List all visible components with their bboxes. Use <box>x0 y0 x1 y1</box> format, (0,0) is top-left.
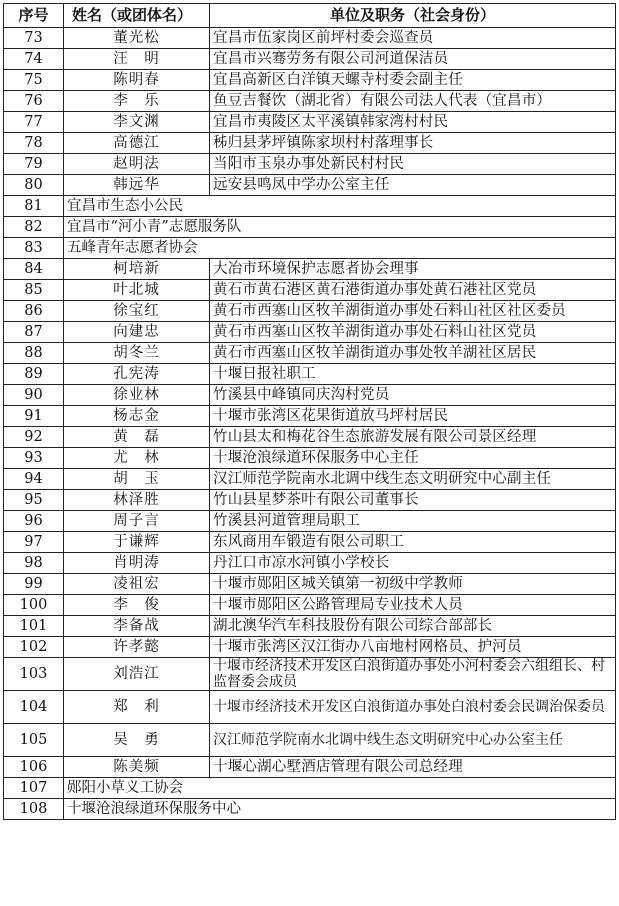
person-name: 李 乐 <box>64 91 210 112</box>
person-name: 汪 明 <box>64 49 210 70</box>
person-name: 向建忠 <box>64 322 210 343</box>
row-number: 100 <box>4 595 64 616</box>
row-number: 84 <box>4 259 64 280</box>
unit-and-position: 竹山县太和梅花谷生态旅游发展有限公司景区经理 <box>210 427 616 448</box>
table-row <box>4 616 616 637</box>
organization-name: 宜昌市“河小青”志愿服务队 <box>64 217 616 238</box>
person-name: 陈明春 <box>64 70 210 91</box>
row-number: 106 <box>4 757 64 778</box>
table-row <box>4 175 616 196</box>
table-row <box>4 574 616 595</box>
table-row <box>4 112 616 133</box>
person-name: 赵明法 <box>64 154 210 175</box>
table-row <box>4 757 616 778</box>
table-header-row <box>4 4 616 28</box>
unit-and-position: 远安县鸣凤中学办公室主任 <box>210 175 616 196</box>
unit-and-position: 十堰市张湾区汉江街办八亩地村网格员、护河员 <box>210 637 616 658</box>
table-row <box>4 658 616 691</box>
table-row <box>4 691 616 724</box>
person-name: 韩远华 <box>64 175 210 196</box>
table-row <box>4 91 616 112</box>
unit-and-position: 竹山县星梦茶叶有限公司董事长 <box>210 490 616 511</box>
table-row <box>4 343 616 364</box>
table-row <box>4 427 616 448</box>
table-row <box>4 724 616 757</box>
table-row <box>4 238 616 259</box>
row-number: 98 <box>4 553 64 574</box>
row-number: 103 <box>4 658 64 691</box>
table-row <box>4 217 616 238</box>
unit-and-position: 十堰市郧阳区公路管理局专业技术人员 <box>210 595 616 616</box>
unit-and-position: 东风商用车锻造有限公司职工 <box>210 532 616 553</box>
person-name: 刘浩江 <box>64 658 210 691</box>
row-number: 73 <box>4 28 64 49</box>
row-number: 96 <box>4 511 64 532</box>
row-number: 94 <box>4 469 64 490</box>
row-number: 85 <box>4 280 64 301</box>
row-number: 107 <box>4 778 64 799</box>
row-number: 87 <box>4 322 64 343</box>
unit-and-position: 十堰市郧阳区城关镇第一初级中学教师 <box>210 574 616 595</box>
table-row <box>4 490 616 511</box>
table-row <box>4 595 616 616</box>
person-name: 杨志金 <box>64 406 210 427</box>
header-num: 序号 <box>4 4 64 28</box>
person-name: 凌祖宏 <box>64 574 210 595</box>
table-row <box>4 322 616 343</box>
row-number: 86 <box>4 301 64 322</box>
row-number: 104 <box>4 691 64 724</box>
row-number: 74 <box>4 49 64 70</box>
person-name: 李备战 <box>64 616 210 637</box>
row-number: 75 <box>4 70 64 91</box>
organization-name: 五峰青年志愿者协会 <box>64 238 616 259</box>
organization-name: 郧阳小草义工协会 <box>64 778 616 799</box>
row-number: 77 <box>4 112 64 133</box>
person-name: 孔宪涛 <box>64 364 210 385</box>
organization-name: 十堰沧浪绿道环保服务中心 <box>64 799 616 820</box>
table-row <box>4 280 616 301</box>
row-number: 78 <box>4 133 64 154</box>
row-number: 76 <box>4 91 64 112</box>
person-name: 李 俊 <box>64 595 210 616</box>
unit-and-position: 宜昌市夷陵区太平溪镇韩家湾村村民 <box>210 112 616 133</box>
table-row <box>4 301 616 322</box>
person-name: 吴 勇 <box>64 724 210 757</box>
row-number: 90 <box>4 385 64 406</box>
table-row <box>4 532 616 553</box>
unit-and-position: 丹江口市凉水河镇小学校长 <box>210 553 616 574</box>
row-number: 91 <box>4 406 64 427</box>
table-row <box>4 364 616 385</box>
unit-and-position: 汉江师范学院南水北调中线生态文明研究中心办公室主任 <box>210 724 616 757</box>
table-row <box>4 469 616 490</box>
person-name: 陈美频 <box>64 757 210 778</box>
table-row <box>4 70 616 91</box>
row-number: 99 <box>4 574 64 595</box>
row-number: 97 <box>4 532 64 553</box>
unit-and-position: 湖北澳华汽车科技股份有限公司综合部部长 <box>210 616 616 637</box>
person-name: 于谦辉 <box>64 532 210 553</box>
unit-and-position: 十堰沧浪绿道环保服务中心主任 <box>210 448 616 469</box>
unit-and-position: 鱼豆吉餐饮（湖北省）有限公司法人代表（宜昌市） <box>210 91 616 112</box>
table-row <box>4 406 616 427</box>
person-name: 高德江 <box>64 133 210 154</box>
table-row <box>4 448 616 469</box>
row-number: 80 <box>4 175 64 196</box>
header-unit: 单位及职务（社会身份） <box>210 4 616 28</box>
person-name: 柯培新 <box>64 259 210 280</box>
table-row <box>4 799 616 820</box>
unit-and-position: 黄石市西塞山区牧羊湖街道办事处石料山社区党员 <box>210 322 616 343</box>
table-row <box>4 385 616 406</box>
person-name: 董光松 <box>64 28 210 49</box>
person-name: 肖明涛 <box>64 553 210 574</box>
table-row <box>4 259 616 280</box>
person-name: 林泽胜 <box>64 490 210 511</box>
table-row <box>4 778 616 799</box>
unit-and-position: 宜昌市兴骞劳务有限公司河道保洁员 <box>210 49 616 70</box>
unit-and-position: 汉江师范学院南水北调中线生态文明研究中心副主任 <box>210 469 616 490</box>
person-name: 徐宝红 <box>64 301 210 322</box>
person-name: 尤 林 <box>64 448 210 469</box>
person-name: 周子言 <box>64 511 210 532</box>
unit-and-position: 十堰市经济技术开发区白浪街道办事处白浪村委会民调治保委员 <box>210 691 616 724</box>
unit-and-position: 大冶市环境保护志愿者协会理事 <box>210 259 616 280</box>
person-name: 胡 玉 <box>64 469 210 490</box>
table-row <box>4 28 616 49</box>
honor-list-sheet <box>3 3 615 820</box>
unit-and-position: 竹溪县河道管理局职工 <box>210 511 616 532</box>
table-row <box>4 133 616 154</box>
row-number: 88 <box>4 343 64 364</box>
person-name: 郑 利 <box>64 691 210 724</box>
person-name: 徐业林 <box>64 385 210 406</box>
row-number: 93 <box>4 448 64 469</box>
unit-and-position: 竹溪县中峰镇同庆沟村党员 <box>210 385 616 406</box>
unit-and-position: 宜昌市伍家岗区前坪村委会巡查员 <box>210 28 616 49</box>
unit-and-position: 秭归县茅坪镇陈家坝村村落理事长 <box>210 133 616 154</box>
person-name: 胡冬兰 <box>64 343 210 364</box>
unit-and-position: 十堰市经济技术开发区白浪街道办事处小河村委会六组组长、村监督委会成员 <box>210 658 616 691</box>
unit-and-position: 宜昌高新区白洋镇天螺寺村委会副主任 <box>210 70 616 91</box>
row-number: 105 <box>4 724 64 757</box>
row-number: 82 <box>4 217 64 238</box>
unit-and-position: 黄石市西塞山区牧羊湖街道办事处石料山社区社区委员 <box>210 301 616 322</box>
table-row <box>4 511 616 532</box>
row-number: 83 <box>4 238 64 259</box>
header-name: 姓名（或团体名） <box>64 4 210 28</box>
unit-and-position: 黄石市黄石港区黄石港街道办事处黄石港社区党员 <box>210 280 616 301</box>
unit-and-position: 十堰心湖心墅酒店管理有限公司总经理 <box>210 757 616 778</box>
person-name: 李文渊 <box>64 112 210 133</box>
row-number: 79 <box>4 154 64 175</box>
honor-list-table <box>3 3 616 820</box>
organization-name: 宜昌市生态小公民 <box>64 196 616 217</box>
row-number: 92 <box>4 427 64 448</box>
table-row <box>4 154 616 175</box>
table-row <box>4 637 616 658</box>
row-number: 89 <box>4 364 64 385</box>
row-number: 101 <box>4 616 64 637</box>
row-number: 102 <box>4 637 64 658</box>
unit-and-position: 当阳市玉泉办事处新民村村民 <box>210 154 616 175</box>
person-name: 许孝懿 <box>64 637 210 658</box>
unit-and-position: 黄石市西塞山区牧羊湖街道办事处牧羊湖社区居民 <box>210 343 616 364</box>
person-name: 黄 磊 <box>64 427 210 448</box>
table-row <box>4 196 616 217</box>
row-number: 95 <box>4 490 64 511</box>
table-row <box>4 49 616 70</box>
table-row <box>4 553 616 574</box>
row-number: 81 <box>4 196 64 217</box>
unit-and-position: 十堰日报社职工 <box>210 364 616 385</box>
person-name: 叶北城 <box>64 280 210 301</box>
unit-and-position: 十堰市张湾区花果街道放马坪村居民 <box>210 406 616 427</box>
table-body <box>4 28 616 820</box>
row-number: 108 <box>4 799 64 820</box>
